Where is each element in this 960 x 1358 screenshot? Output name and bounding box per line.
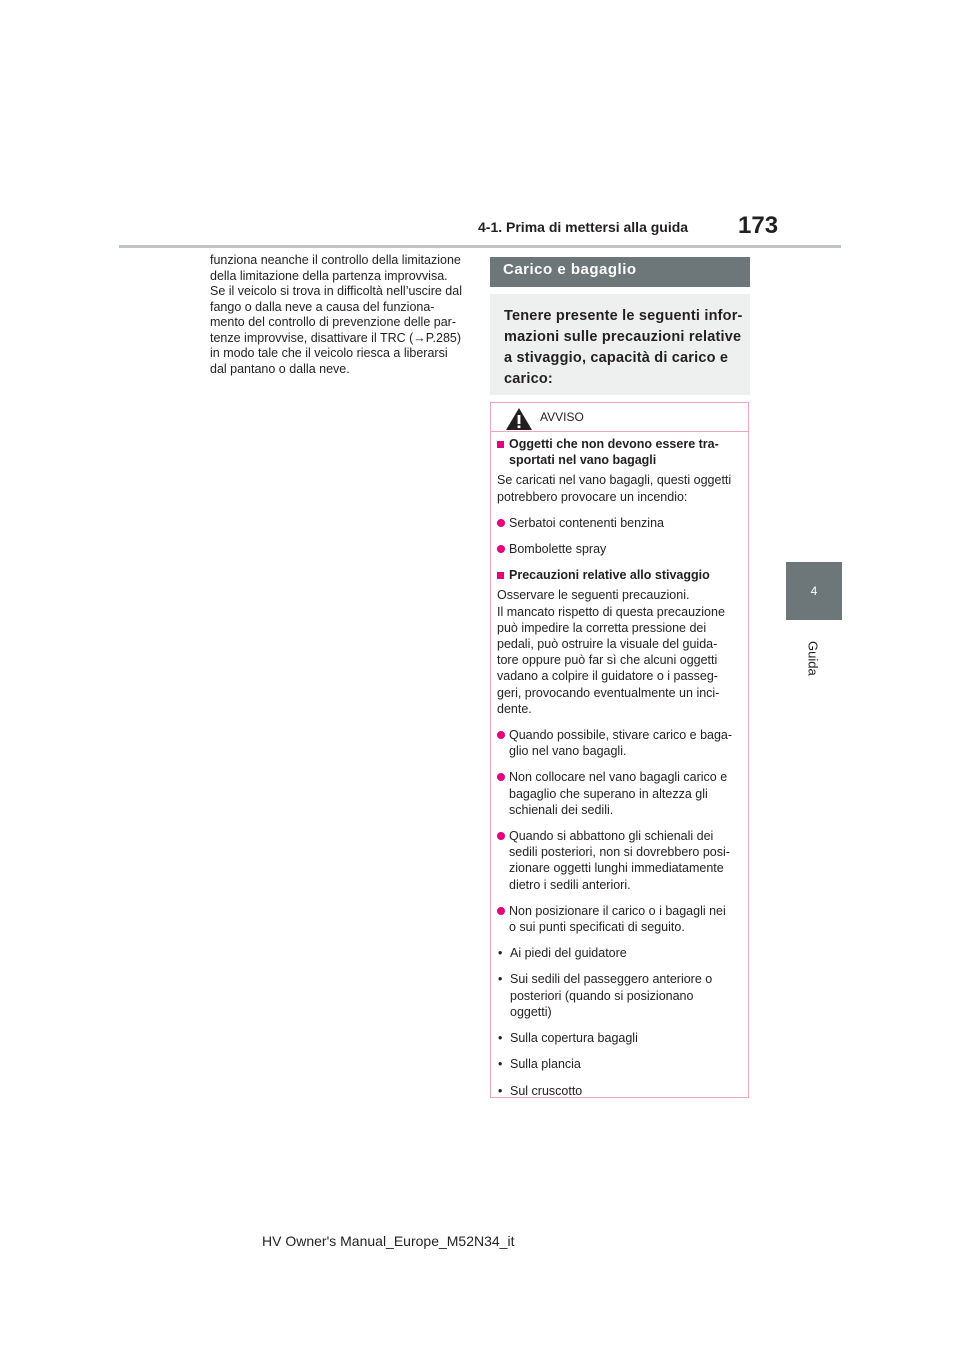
text-line: potrebbero provocare un incendio: bbox=[497, 489, 688, 504]
text-line: Sui sedili del passeggero anteriore o bbox=[510, 972, 713, 987]
text-line: Oggetti che non devono essere tra- bbox=[509, 437, 719, 451]
intro-text bbox=[504, 306, 744, 390]
text-line: mento del controllo di prevenzione delle par- bbox=[210, 315, 456, 329]
circle-bullet-icon bbox=[497, 903, 509, 935]
chapter-label: Guida bbox=[805, 640, 821, 676]
text-line: Sulla copertura bagagli bbox=[510, 1031, 638, 1046]
text-line: geri, provocando eventualmente un inci- bbox=[497, 685, 720, 700]
list-item bbox=[497, 541, 743, 557]
circle-bullet bbox=[497, 832, 505, 840]
circle-bullet-icon bbox=[497, 515, 509, 531]
text-line: Precauzioni relative allo stivaggio bbox=[509, 568, 710, 583]
text-line: Tenere presente le seguenti infor- bbox=[504, 308, 743, 324]
text-line: della limitazione della partenza improvvisa. bbox=[210, 268, 448, 283]
text-line: Osservare le seguenti precauzioni. bbox=[497, 588, 690, 603]
warning-title: AVVISO bbox=[540, 410, 584, 424]
square-marker-icon bbox=[497, 567, 509, 583]
text-line: oggetti) bbox=[510, 1004, 552, 1019]
text-line: Ai piedi del guidatore bbox=[510, 946, 627, 961]
square-bullet bbox=[497, 441, 504, 448]
list-item bbox=[497, 828, 743, 893]
list-item bbox=[497, 727, 743, 759]
text-line: Sulla plancia bbox=[510, 1057, 581, 1072]
list-item-text bbox=[509, 541, 606, 557]
circle-bullet bbox=[497, 545, 505, 553]
text-line: può impedire la corretta pressione dei bbox=[497, 620, 707, 635]
bullet-mark: • bbox=[498, 972, 503, 987]
text-line: bagaglio che superano in altezza gli bbox=[509, 786, 708, 801]
warning-header-divider bbox=[491, 431, 748, 432]
text-line: Sul cruscotto bbox=[510, 1083, 583, 1098]
section-title: Carico e bagaglio bbox=[503, 261, 637, 278]
circle-bullet-icon bbox=[497, 828, 509, 893]
circle-bullet-icon bbox=[497, 727, 509, 759]
bullet-item-text bbox=[510, 1030, 638, 1046]
circle-bullet-icon bbox=[497, 541, 509, 557]
text-line: Se caricati nel vano bagagli, questi oggetti bbox=[497, 473, 732, 488]
list-item bbox=[497, 769, 743, 818]
left-column-text bbox=[210, 253, 472, 377]
text-line: schienali dei sedili. bbox=[509, 802, 614, 817]
text-line: Non posizionare il carico o i bagagli nei bbox=[509, 903, 726, 918]
bullet-mark: • bbox=[498, 946, 503, 961]
circle-bullet bbox=[497, 731, 505, 739]
text-line: sedili posteriori, non si dovrebbero posi- bbox=[509, 845, 730, 860]
text-line: zionare oggetti lunghi immediatamente bbox=[509, 861, 724, 876]
text-line: dal pantano o dalla neve. bbox=[210, 361, 350, 376]
text-line: Quando possibile, stivare carico e baga- bbox=[509, 728, 733, 743]
text-line: Se il veicolo si trova in difficoltà nell’uscire dal bbox=[210, 284, 462, 298]
chapter-number: 4 bbox=[810, 584, 818, 598]
square-bullet bbox=[497, 572, 504, 579]
circle-bullet bbox=[497, 773, 505, 781]
text-line: glio nel vano bagagli. bbox=[509, 744, 627, 759]
page-number: 173 bbox=[738, 212, 779, 239]
square-marker-icon bbox=[497, 436, 509, 468]
text-line: tenze improvvise, disattivare il TRC (→P.285) bbox=[210, 330, 462, 345]
list-item bbox=[497, 515, 743, 531]
text-line: posteriori (quando si posizionano bbox=[510, 988, 694, 1003]
text-line: vadano a colpire il guidatore o i passeg- bbox=[497, 669, 718, 684]
circle-bullet bbox=[497, 907, 505, 915]
warning-paragraph bbox=[497, 587, 743, 717]
warning-content bbox=[497, 436, 743, 1109]
text-line: Quando si abbattono gli schienali dei bbox=[509, 829, 714, 844]
subheading-text bbox=[509, 567, 710, 583]
subheading-text bbox=[509, 436, 719, 468]
text-line: Serbatoi contenenti benzina bbox=[509, 515, 664, 530]
text-line: o sui punti specificati di seguito. bbox=[509, 920, 685, 935]
text-line: carico: bbox=[504, 371, 553, 387]
bullet-item bbox=[497, 945, 743, 961]
list-item-text bbox=[509, 515, 664, 531]
list-item-text bbox=[509, 769, 727, 818]
warning-subheading bbox=[497, 567, 743, 583]
footer-text: HV Owner's Manual_Europe_M52N34_it bbox=[262, 1233, 515, 1249]
bullet-mark: • bbox=[498, 1031, 503, 1046]
bullet-item bbox=[497, 1030, 743, 1046]
text-line: a stivaggio, capacità di carico e bbox=[504, 350, 729, 366]
running-header-title: 4-1. Prima di mettersi alla guida bbox=[478, 219, 689, 235]
text-line: Bombolette spray bbox=[509, 542, 607, 557]
list-item-text bbox=[509, 828, 730, 893]
text-line: Il mancato rispetto di questa precauzione bbox=[497, 604, 725, 619]
bullet-mark: • bbox=[498, 1083, 503, 1098]
header-rule bbox=[119, 245, 841, 248]
text-line: funziona neanche il controllo della limitazione bbox=[210, 253, 461, 267]
bullet-item-text bbox=[510, 971, 712, 1020]
text-line: tore oppure può far sì che alcuni oggetti bbox=[497, 653, 718, 668]
chapter-tab bbox=[786, 562, 842, 620]
list-item-text bbox=[509, 903, 726, 935]
bullet-item bbox=[497, 1056, 743, 1072]
text-line: sportati nel vano bagagli bbox=[509, 453, 657, 468]
bullet-item-text bbox=[510, 1056, 581, 1072]
circle-bullet-icon bbox=[497, 769, 509, 818]
bullet-item bbox=[497, 971, 743, 1020]
text-line: dente. bbox=[497, 701, 532, 716]
warning-triangle-icon bbox=[505, 407, 533, 431]
list-item bbox=[497, 903, 743, 935]
warning-subheading bbox=[497, 436, 743, 468]
text-line: fango o dalla neve a causa del funziona- bbox=[210, 299, 435, 314]
text-line: pedali, può ostruire la visuale del guida- bbox=[497, 637, 718, 652]
circle-bullet bbox=[497, 519, 505, 527]
text-line: dietro i sedili anteriori. bbox=[509, 877, 631, 892]
bullet-item-text bbox=[510, 945, 627, 961]
warning-paragraph bbox=[497, 472, 743, 504]
bullet-item-text bbox=[510, 1083, 582, 1099]
text-line: Non collocare nel vano bagagli carico e bbox=[509, 770, 728, 785]
list-item-text bbox=[509, 727, 732, 759]
text-line: mazioni sulle precauzioni relative bbox=[504, 329, 742, 345]
text-line: in modo tale che il veicolo riesca a liberarsi bbox=[210, 346, 448, 360]
bullet-mark: • bbox=[498, 1057, 503, 1072]
bullet-item bbox=[497, 1083, 743, 1099]
